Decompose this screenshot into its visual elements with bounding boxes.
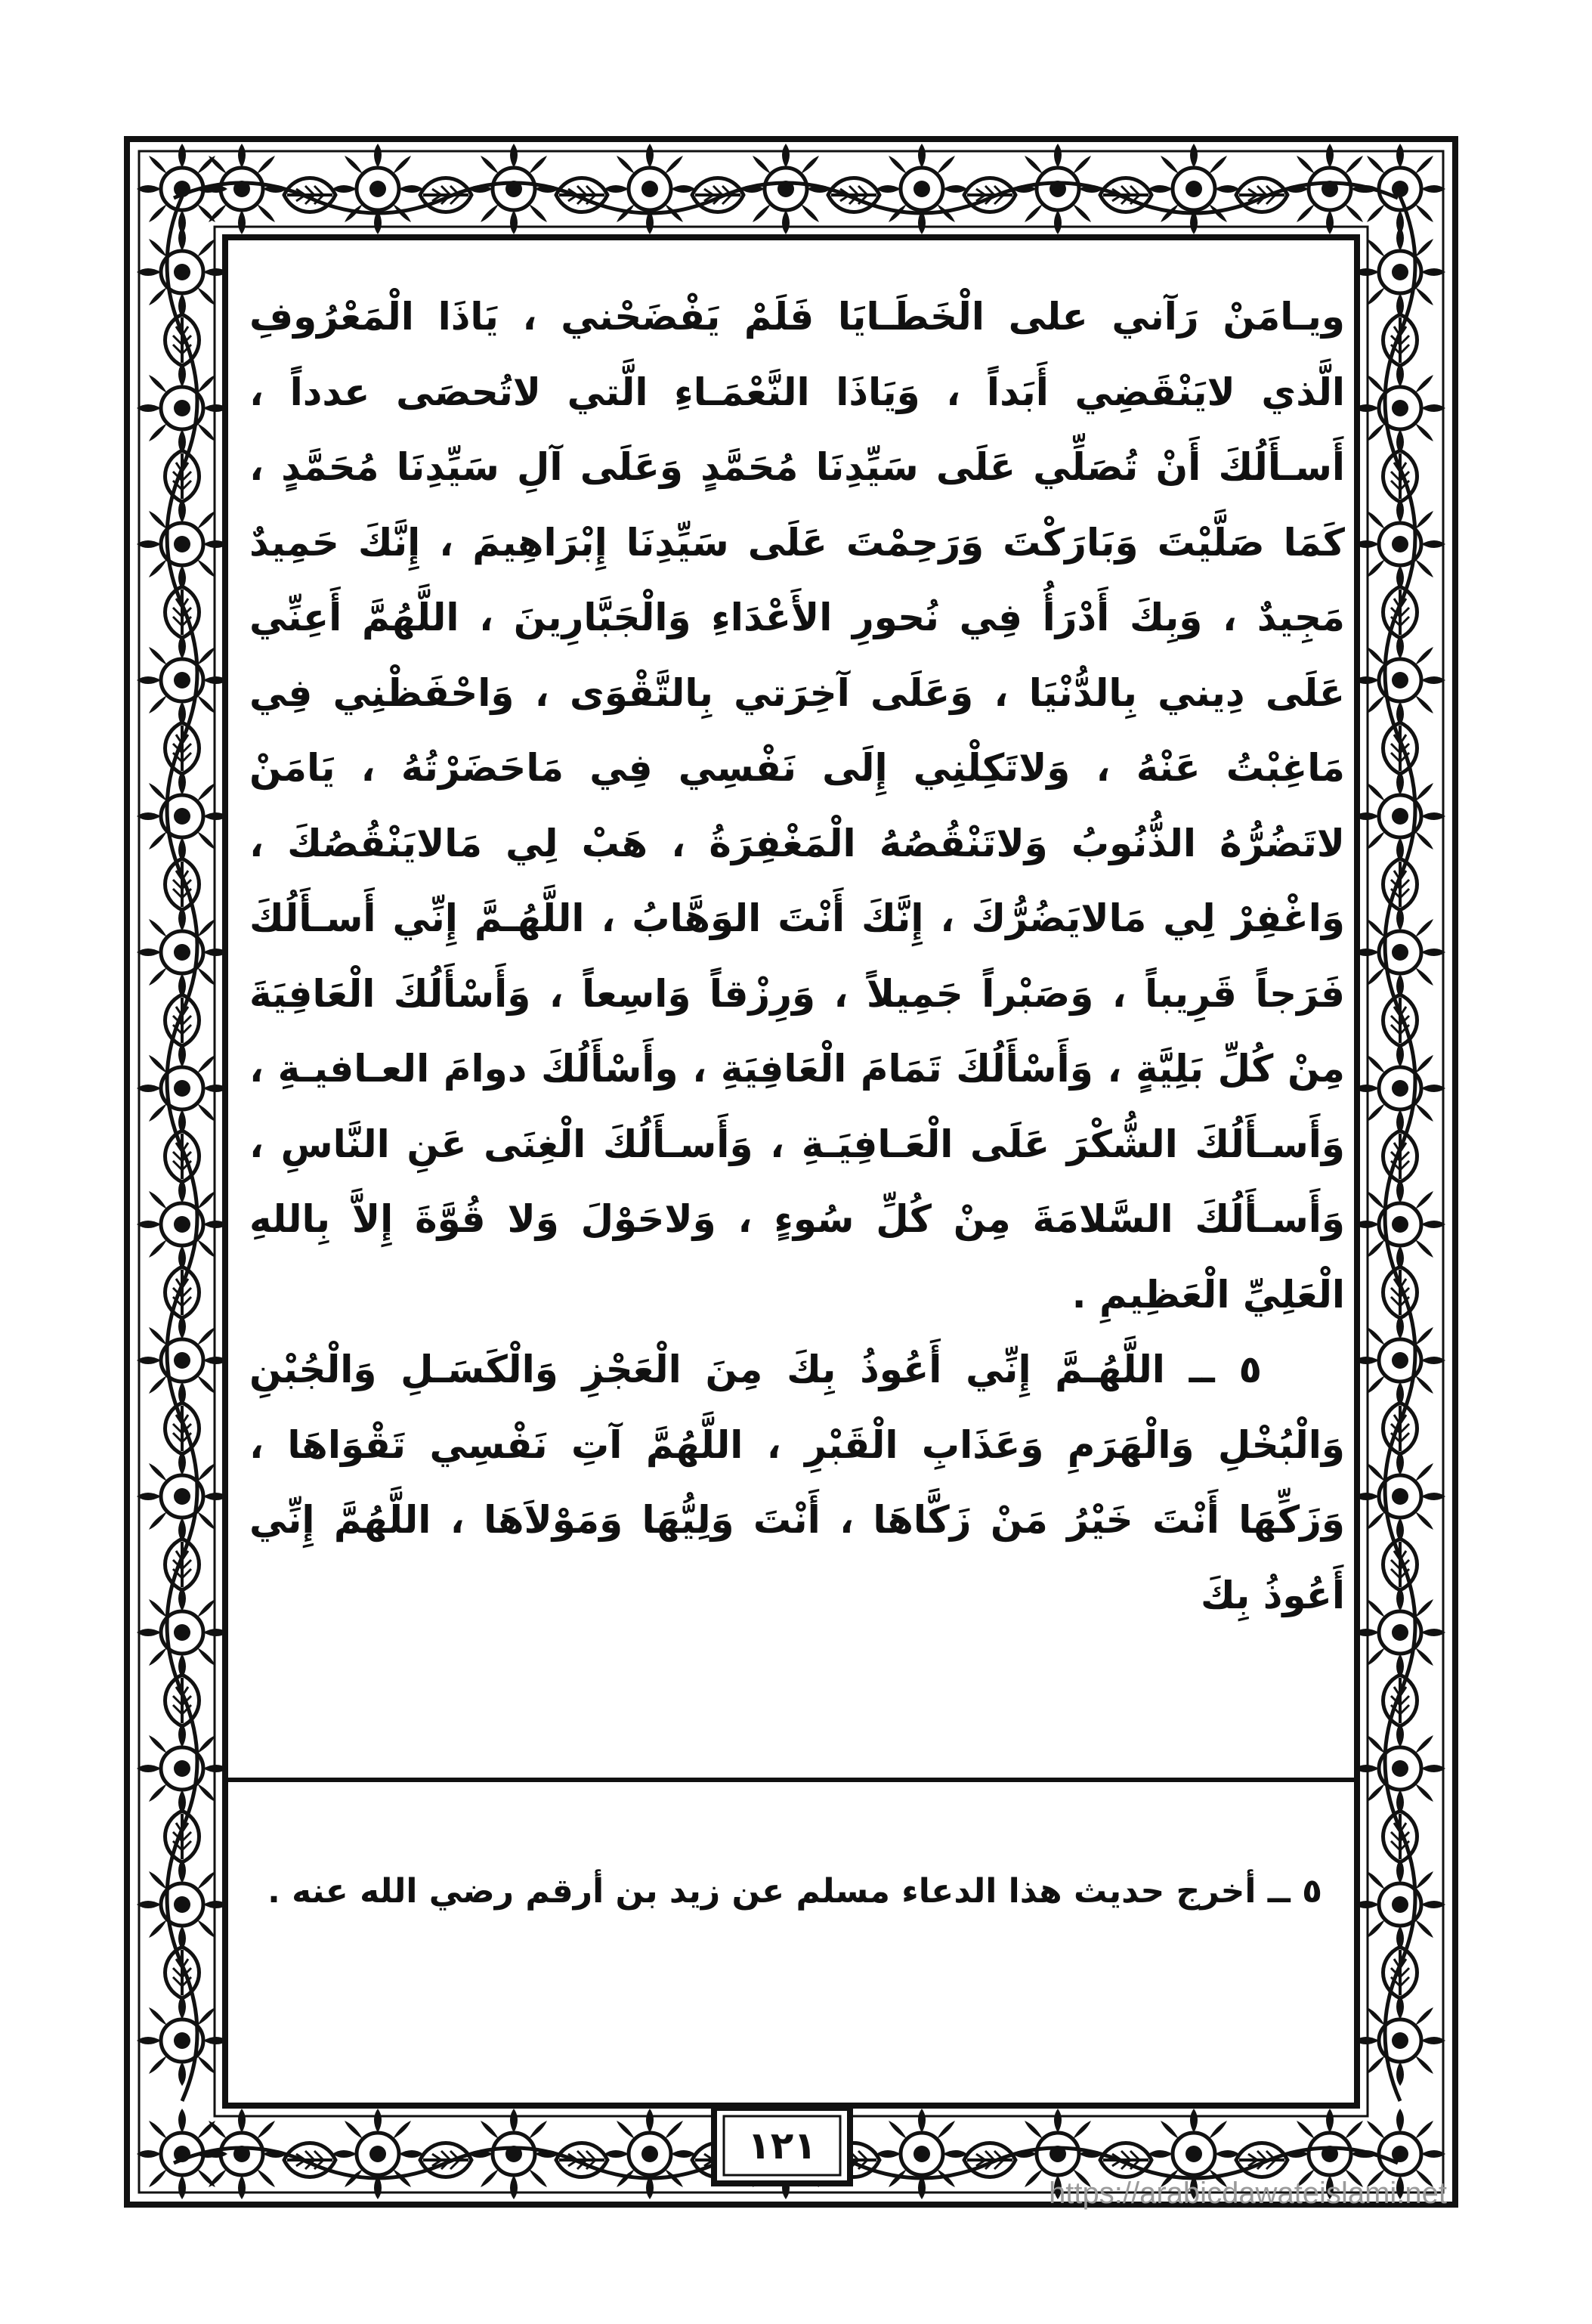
- watermark-url: https://arabicdawateislami.net: [1049, 2177, 1447, 2210]
- border-leaf-icon: [284, 2143, 335, 2177]
- border-leaf-icon: [964, 178, 1015, 212]
- border-leaf-icon: [165, 723, 199, 774]
- border-leaf-icon: [420, 2143, 471, 2177]
- border-flower-icon: [332, 144, 423, 234]
- border-flower-icon: [1355, 1315, 1445, 1406]
- border-leaf-icon: [420, 178, 471, 212]
- border-leaf-icon: [165, 314, 199, 366]
- border-flower-icon: [137, 1451, 227, 1542]
- page-number: ١٢١: [747, 2124, 817, 2168]
- border-flower-icon: [604, 144, 695, 234]
- border-flower-icon: [1355, 1587, 1445, 1678]
- border-leaf-icon: [165, 586, 199, 638]
- border-leaf-icon: [1383, 1811, 1417, 1862]
- border-leaf-icon: [556, 178, 607, 212]
- border-flower-icon: [137, 771, 227, 862]
- border-flower-icon: [1355, 1179, 1445, 1270]
- border-leaf-icon: [828, 178, 879, 212]
- border-flower-icon: [137, 1587, 227, 1678]
- border-leaf-icon: [1383, 995, 1417, 1046]
- border-flower-icon: [1355, 635, 1445, 726]
- border-leaf-icon: [1236, 2143, 1288, 2177]
- border-flower-icon: [1355, 907, 1445, 998]
- border-leaf-icon: [1383, 859, 1417, 910]
- border-flower-icon: [1355, 1995, 1445, 2086]
- border-leaf-icon: [1383, 586, 1417, 638]
- border-leaf-icon: [1383, 1675, 1417, 1726]
- corner-flower-icon: [137, 144, 227, 234]
- border-leaf-icon: [1383, 1539, 1417, 1590]
- dua-paragraph-1: ويـامَنْ رَآني على الْخَطَـايَا فَلَمْ يَفْضَحْني ، يَاذَا الْمَعْرُوفِ الَّذي لايَنْقَضِي أَبَداً ، وَيَاذَا النَّعْمَـاءِ الَّتي لاتُحصَى عدداً ، أَسـأَلُكَ أَنْ تُصَلِّي عَلَى سَيِّدِنَا مُحَمَّدٍ وَعَلَى آلِ سَيِّدِنَا مُحَمَّدٍ ، كَمَا صَلَّيْتَ وَبَارَكْتَ وَرَحِمْتَ عَلَى سَيِّدِنَا إِبْرَاهِيمَ ، إِنَّكَ حَمِيدٌ مَجِيدٌ ، وَبِكَ أَدْرَأُ فِي نُحورِ الأَعْدَاءِ وَالْجَبَّارِينَ ، اللَّهُمَّ أَعِنِّي عَلَى دِيني بِالدُّنْيَا ، وَعَلَى آخِرَتي بِالتَّقْوَى ، وَاحْفَظْنِي فِي مَاغِبْتُ عَنْهُ ، وَلاتَكِلْنِي إِلَى نَفْسِي فِي مَاحَضَرْتُهُ ، يَامَنْ لاتَضُرُّهُ الذُّنُوبُ وَلاتَنْقُصُهُ الْمَغْفِرَةُ ، هَبْ لِي مَالايَنْقُصُكَ ، وَاغْفِرْ لِي مَالايَضُرُّكَ ، إِنَّكَ أَنْتَ الوَهَّابُ ، اللَّهُـمَّ إِنِّي أَسـأَلُكَ فَرَجاً قَرِيباً ، وَصَبْراً جَمِيلاً ، وَرِزْقاً وَاسِعاً ، وَأَسْأَلُكَ الْعَافِيَةَ مِنْ كُلِّ بَلِيَّةٍ ، وَأَسْأَلُكَ تَمَامَ الْعَافِيَةِ ، وأَسْأَلُكَ دوامَ العـافيـةِ ، وَأَسـأَلُكَ الشُّكْرَ عَلَى الْعَـافِيَـةِ ، وَأَسـأَلُكَ الْغِنَى عَنِ النَّاسِ ، وَأَسـأَلُكَ السَّلامَةَ مِنْ كُلِّ سُوءٍ ، وَلاحَوْلَ وَلا قُوَّةَ إِلاَّ بِاللهِ الْعَلِيِّ الْعَظِيمِ .: [249, 295, 1345, 1317]
- border-flower-icon: [137, 1723, 227, 1814]
- border-leaf-icon: [284, 178, 335, 212]
- border-leaf-icon: [1383, 723, 1417, 774]
- border-leaf-icon: [1383, 314, 1417, 366]
- border-flower-icon: [468, 144, 559, 234]
- border-flower-icon: [1355, 1723, 1445, 1814]
- corner-flower-icon: [137, 2109, 227, 2199]
- border-leaf-icon: [165, 1947, 199, 1998]
- border-leaf-icon: [1100, 178, 1151, 212]
- border-flower-icon: [876, 144, 967, 234]
- border-flower-icon: [137, 1179, 227, 1270]
- border-flower-icon: [137, 1859, 227, 1950]
- border-leaf-icon: [165, 1811, 199, 1862]
- main-text: [249, 280, 1345, 1723]
- border-flower-icon: [137, 499, 227, 590]
- border-leaf-icon: [165, 859, 199, 910]
- border-leaf-icon: [1383, 450, 1417, 502]
- border-flower-icon: [1355, 771, 1445, 862]
- border-leaf-icon: [165, 1675, 199, 1726]
- border-flower-icon: [332, 2109, 423, 2199]
- border-flower-icon: [137, 1995, 227, 2086]
- border-leaf-icon: [165, 995, 199, 1046]
- border-flower-icon: [1355, 1043, 1445, 1134]
- border-flower-icon: [137, 635, 227, 726]
- border-flower-icon: [137, 907, 227, 998]
- border-flower-icon: [1355, 1451, 1445, 1542]
- dua-paragraph-2: ٥ ــ اللَّهُـمَّ إِنِّي أَعُوذُ بِكَ مِنَ الْعَجْزِ وَالْكَسَـلِ وَالْجُبْنِ وَالْبُخْلِ وَالْهَرَمِ وَعَذَابِ الْقَبْرِ ، اللَّهُمَّ آتِ نَفْسِي تَقْوَاهَا ، وَزَكِّهَا أَنْتَ خَيْرُ مَنْ زَكَّاهَا ، أَنْتَ وَلِيُّهَا وَمَوْلاَهَا ، اللَّهُمَّ إِنِّي أَعُوذُ بِكَ: [249, 1348, 1345, 1617]
- corner-flower-icon: [1355, 144, 1445, 234]
- border-leaf-icon: [692, 178, 743, 212]
- border-flower-icon: [1012, 144, 1103, 234]
- footnote: ٥ ــ أخرج حديث هذا الدعاء مسلم عن زيد بن أرقم رضي الله عنه .: [267, 1872, 1322, 1911]
- border-flower-icon: [876, 2109, 967, 2199]
- border-leaf-icon: [165, 1403, 199, 1454]
- border-leaf-icon: [1236, 178, 1288, 212]
- border-leaf-icon: [964, 2143, 1015, 2177]
- border-leaf-icon: [165, 1131, 199, 1182]
- border-leaf-icon: [556, 2143, 607, 2177]
- border-leaf-icon: [1383, 1267, 1417, 1318]
- border-leaf-icon: [1383, 1947, 1417, 1998]
- border-flower-icon: [604, 2109, 695, 2199]
- border-leaf-icon: [165, 450, 199, 502]
- border-flower-icon: [137, 1315, 227, 1406]
- border-flower-icon: [1355, 363, 1445, 453]
- border-flower-icon: [137, 363, 227, 453]
- border-flower-icon: [1355, 227, 1445, 317]
- border-flower-icon: [137, 227, 227, 317]
- border-flower-icon: [1355, 1859, 1445, 1950]
- border-flower-icon: [137, 1043, 227, 1134]
- border-leaf-icon: [165, 1539, 199, 1590]
- border-leaf-icon: [1383, 1403, 1417, 1454]
- border-flower-icon: [740, 144, 831, 234]
- border-leaf-icon: [165, 1267, 199, 1318]
- border-leaf-icon: [1100, 2143, 1151, 2177]
- border-leaf-icon: [1383, 1131, 1417, 1182]
- border-flower-icon: [1355, 499, 1445, 590]
- border-flower-icon: [1148, 144, 1239, 234]
- border-flower-icon: [468, 2109, 559, 2199]
